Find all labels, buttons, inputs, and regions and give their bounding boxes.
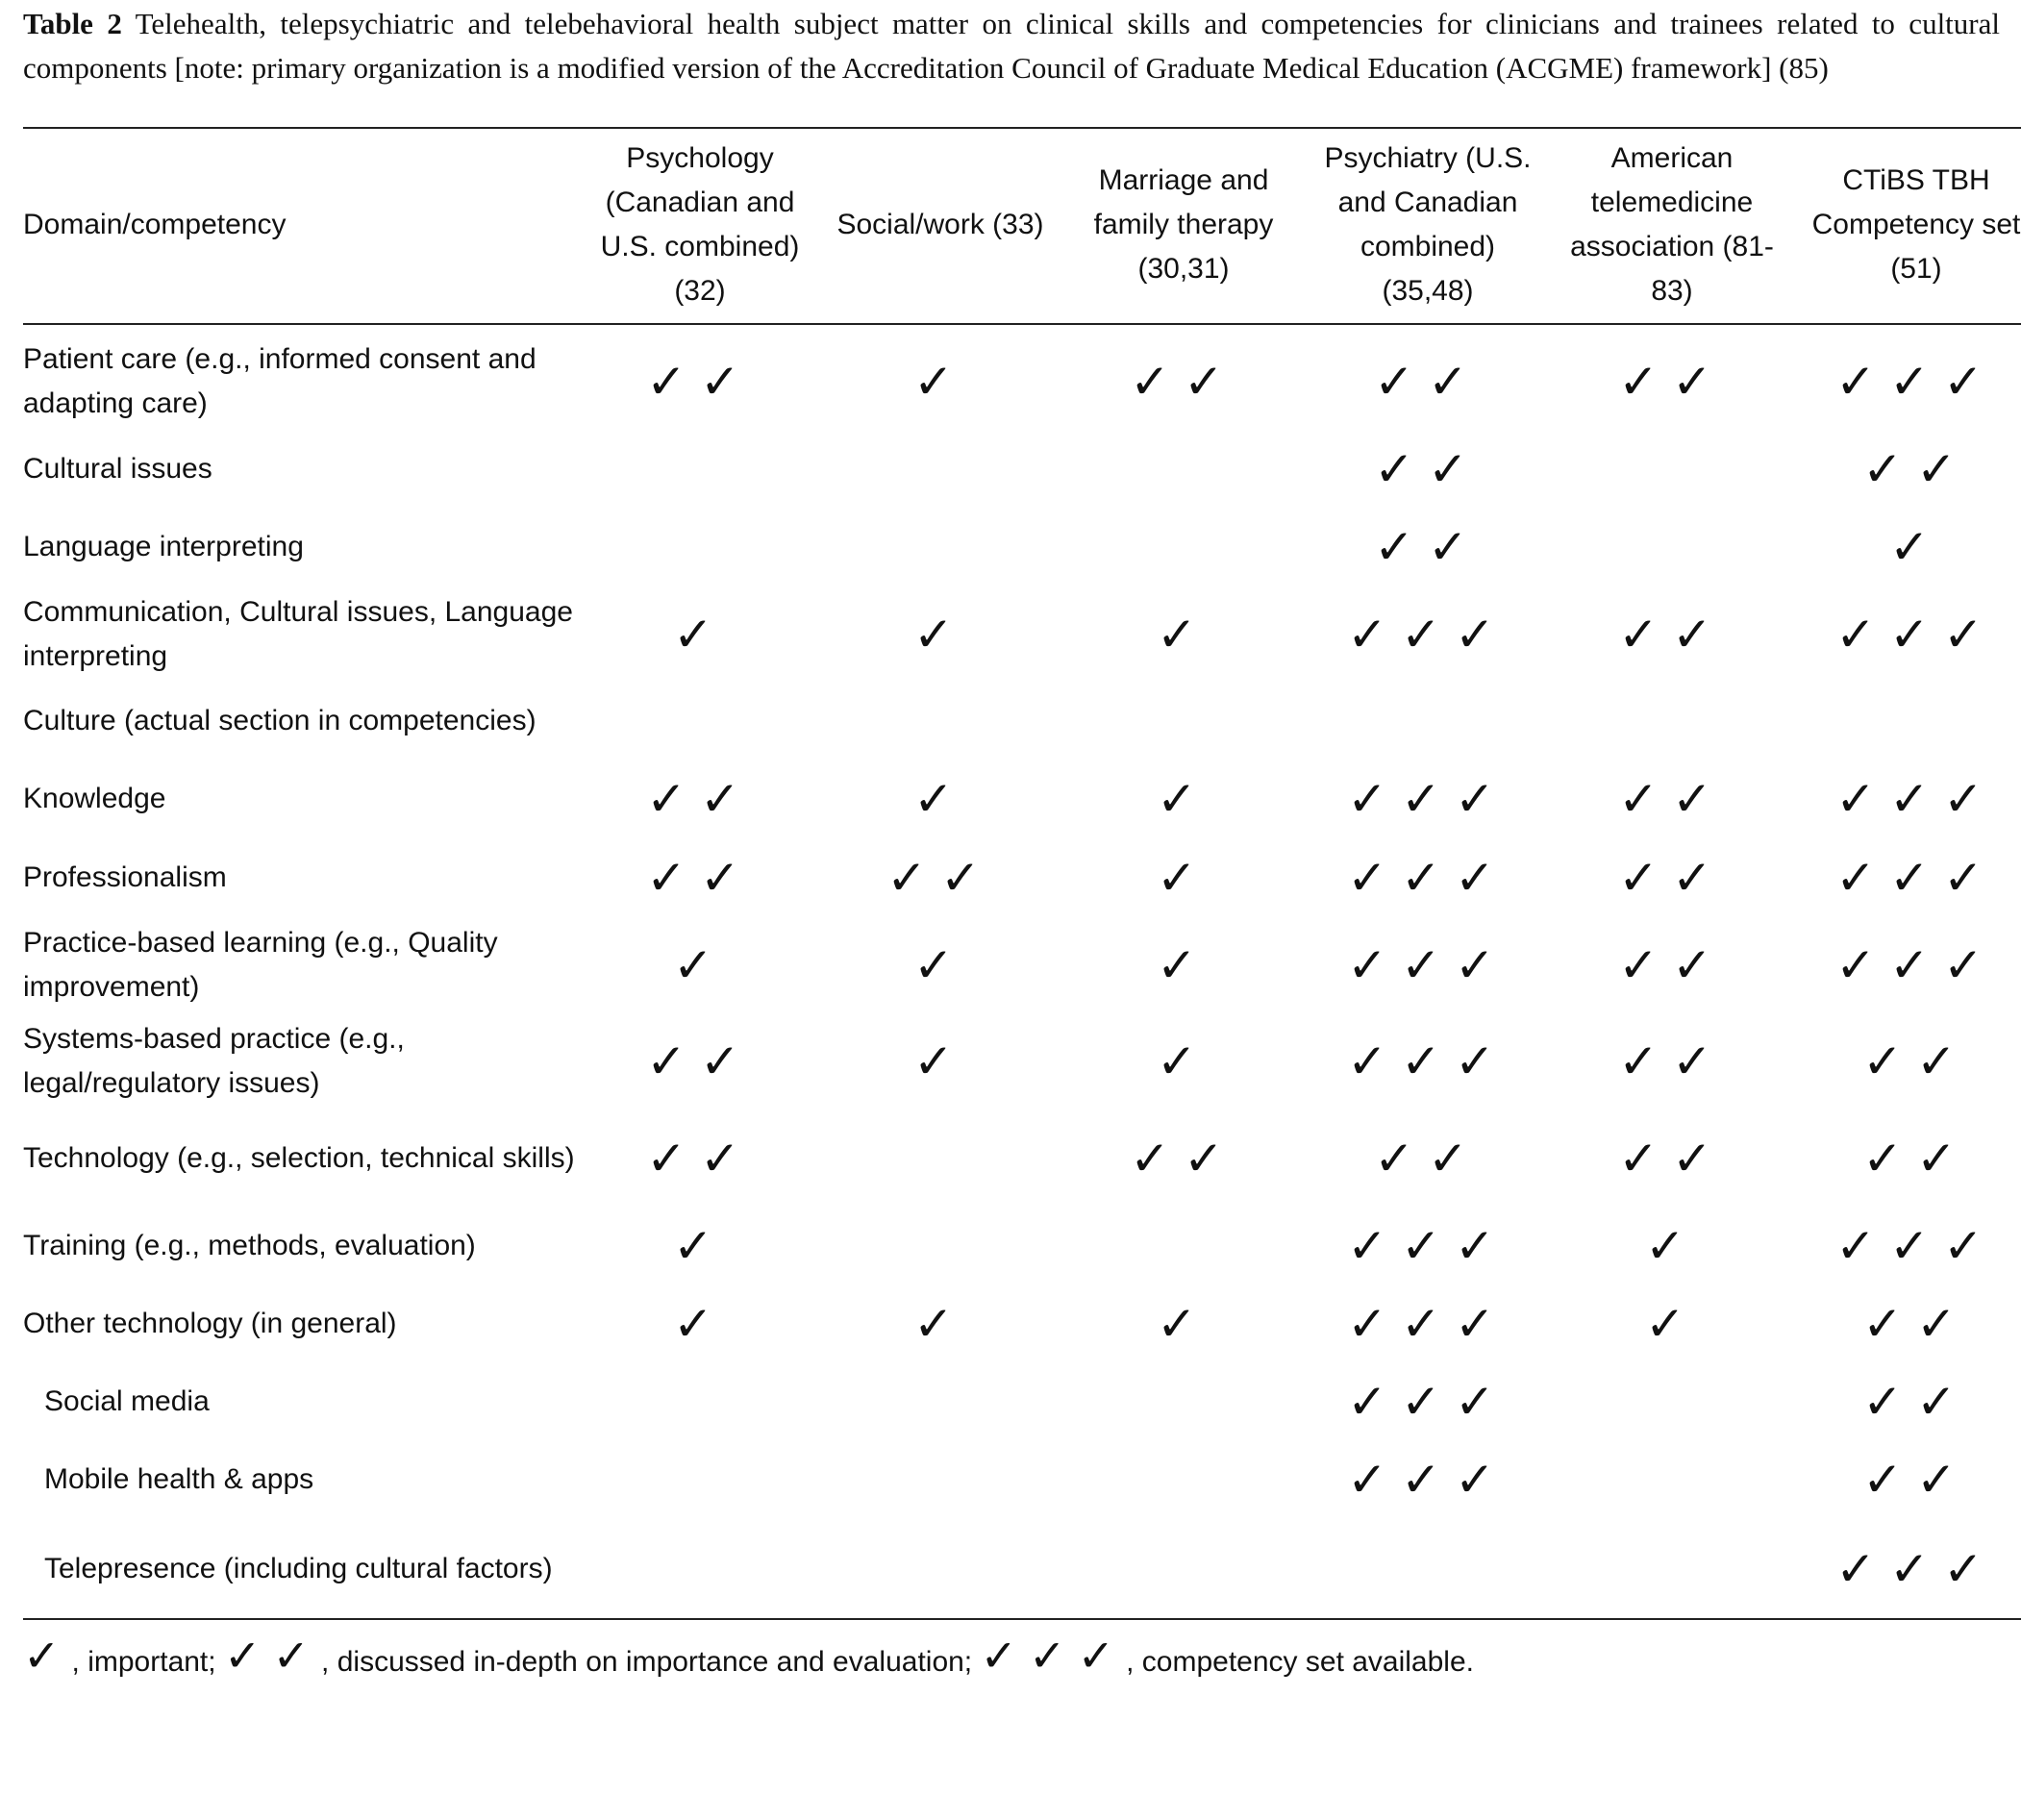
check-icon: ✓✓	[1618, 607, 1726, 662]
check-cell	[1794, 917, 2021, 1013]
check-icon: ✓✓	[1618, 771, 1726, 827]
column-header: American telemedicine association (81-83)	[1570, 142, 1774, 307]
check-cell	[1061, 683, 1306, 760]
check-cell	[1550, 431, 1794, 508]
check-cell	[581, 683, 819, 760]
check-cell	[1550, 1013, 1794, 1109]
check-cell	[819, 1519, 1061, 1619]
check-cell	[819, 333, 1061, 431]
check-icon: ✓	[913, 1034, 967, 1089]
check-cell	[581, 586, 819, 683]
check-icon: ✓	[1157, 850, 1210, 906]
check-icon: ✓	[913, 354, 967, 410]
check-cell	[1306, 838, 1550, 917]
check-cell	[1306, 1519, 1550, 1619]
check-icon: ✓✓	[886, 850, 994, 906]
check-cell	[1306, 917, 1550, 1013]
column-header: Psychiatry (U.S. and Canadian combined) (35,48)	[1324, 142, 1532, 307]
check-icon: ✓✓	[1618, 1034, 1726, 1089]
check-cell	[1306, 333, 1550, 431]
check-icon: ✓✓✓	[1835, 850, 1997, 906]
check-cell	[1306, 1208, 1550, 1284]
check-icon: ✓✓✓	[1835, 937, 1997, 993]
check-icon: ✓	[1889, 519, 1943, 575]
check-icon: ✓	[1157, 1034, 1210, 1089]
triple-check-icon: ✓✓✓	[980, 1630, 1127, 1682]
check-cell	[581, 1284, 819, 1363]
check-cell	[1061, 508, 1306, 586]
check-cell	[819, 838, 1061, 917]
check-icon: ✓✓	[1862, 1452, 1970, 1508]
check-cell	[1061, 1363, 1306, 1440]
column-header: Marriage and family therapy (30,31)	[1093, 164, 1274, 285]
column-header: Psychology (Canadian and U.S. combined) (32)	[600, 142, 800, 307]
check-cell	[819, 1013, 1061, 1109]
check-cell	[819, 431, 1061, 508]
check-cell	[819, 1284, 1061, 1363]
check-icon: ✓	[1157, 937, 1210, 993]
table-legend	[23, 1630, 2000, 1684]
check-cell	[1794, 1109, 2021, 1208]
check-cell	[1061, 1109, 1306, 1208]
check-cell	[1306, 586, 1550, 683]
check-icon: ✓✓✓	[1835, 1540, 1997, 1597]
check-cell	[1550, 917, 1794, 1013]
check-icon: ✓✓	[646, 771, 754, 827]
row-label: Telepresence (including cultural factors)	[44, 1552, 553, 1584]
check-cell	[819, 1109, 1061, 1208]
check-icon: ✓✓	[1618, 1131, 1726, 1186]
table-row	[23, 1363, 2021, 1440]
row-label: Communication, Cultural issues, Language interpreting	[23, 596, 573, 672]
check-cell	[1306, 431, 1550, 508]
table-row	[23, 586, 2021, 683]
check-icon: ✓✓✓	[1835, 1218, 1997, 1274]
check-icon: ✓	[1157, 607, 1210, 662]
check-icon: ✓✓	[646, 1034, 754, 1089]
check-cell	[1550, 1363, 1794, 1440]
row-label: Other technology (in general)	[23, 1308, 397, 1339]
row-label: Social media	[44, 1385, 210, 1417]
check-icon: ✓	[913, 937, 967, 993]
check-cell	[1794, 1013, 2021, 1109]
check-icon: ✓✓✓	[1835, 771, 1997, 827]
row-label: Professionalism	[23, 861, 227, 893]
check-cell	[581, 1519, 819, 1619]
check-icon: ✓	[1645, 1296, 1699, 1352]
legend-in-depth: , discussed in-depth on importance and evaluation;	[321, 1646, 981, 1678]
check-cell	[581, 508, 819, 586]
check-icon: ✓✓	[646, 850, 754, 906]
check-icon: ✓✓	[1618, 354, 1726, 410]
check-icon: ✓✓	[1862, 1034, 1970, 1089]
check-icon: ✓	[673, 1218, 727, 1274]
table-body	[23, 324, 2021, 1619]
table-row	[23, 917, 2021, 1013]
legend-important: , important;	[71, 1646, 224, 1678]
check-cell	[581, 431, 819, 508]
check-cell	[1550, 1284, 1794, 1363]
check-cell	[819, 1440, 1061, 1519]
row-label: Practice-based learning (e.g., Quality improvement)	[23, 927, 498, 1003]
table-row	[23, 1109, 2021, 1208]
check-icon: ✓	[23, 1630, 72, 1682]
check-cell	[1550, 1208, 1794, 1284]
check-icon: ✓✓✓	[1347, 850, 1509, 906]
column-header: CTiBS TBH Competency set (51)	[1811, 164, 2021, 285]
header-row	[23, 128, 2021, 324]
table-row	[23, 1013, 2021, 1109]
check-cell	[1550, 1519, 1794, 1619]
check-cell	[1794, 1519, 2021, 1619]
table-row	[23, 508, 2021, 586]
table-row	[23, 1284, 2021, 1363]
check-icon: ✓✓	[1862, 441, 1970, 497]
check-icon: ✓✓	[1862, 1131, 1970, 1186]
check-cell	[819, 586, 1061, 683]
check-cell	[1550, 333, 1794, 431]
caption-text: Telehealth, telepsychiatric and telebehavioral health subject matter on clinical skills and competencies for clinicians and trainees related to cultural components [note: primary organization is a modified version of the Accreditation Council of Graduate Medical Education (ACGME) framework] (85)	[23, 7, 2000, 85]
check-cell	[1306, 1363, 1550, 1440]
check-cell	[581, 1013, 819, 1109]
check-cell	[1061, 1208, 1306, 1284]
check-cell	[1550, 508, 1794, 586]
row-label: Systems-based practice (e.g., legal/regulatory issues)	[23, 1023, 405, 1099]
check-icon: ✓✓✓	[1347, 1034, 1509, 1089]
check-cell	[1061, 333, 1306, 431]
check-cell	[1794, 838, 2021, 917]
check-cell	[1061, 1440, 1306, 1519]
check-icon: ✓	[1157, 771, 1210, 827]
table-row	[23, 333, 2021, 431]
check-icon: ✓	[913, 607, 967, 662]
table-row	[23, 683, 2021, 760]
check-cell	[819, 1363, 1061, 1440]
check-cell	[819, 508, 1061, 586]
competency-table	[23, 127, 2021, 1620]
check-cell	[581, 1440, 819, 1519]
check-cell	[1306, 760, 1550, 838]
check-icon: ✓	[673, 937, 727, 993]
check-icon: ✓✓	[646, 1131, 754, 1186]
check-cell	[1794, 1284, 2021, 1363]
check-icon: ✓✓	[646, 354, 754, 410]
check-icon: ✓✓	[1130, 1131, 1237, 1186]
check-cell	[581, 838, 819, 917]
double-check-icon: ✓✓	[223, 1630, 322, 1682]
check-cell	[1061, 838, 1306, 917]
check-icon: ✓✓✓	[1347, 1296, 1509, 1352]
row-label: Language interpreting	[23, 531, 304, 562]
check-icon: ✓✓	[1618, 937, 1726, 993]
table-row	[23, 760, 2021, 838]
table-row	[23, 1208, 2021, 1284]
check-cell	[581, 1109, 819, 1208]
legend-competency-set: , competency set available.	[1126, 1646, 1474, 1678]
check-icon: ✓	[1645, 1218, 1699, 1274]
check-icon: ✓	[673, 607, 727, 662]
check-icon: ✓✓✓	[1347, 771, 1509, 827]
check-cell	[1794, 508, 2021, 586]
check-icon: ✓	[1157, 1296, 1210, 1352]
check-cell	[1794, 431, 2021, 508]
check-icon: ✓✓✓	[1347, 1452, 1509, 1508]
check-cell	[819, 760, 1061, 838]
check-cell	[1306, 1109, 1550, 1208]
check-icon: ✓✓	[1374, 519, 1482, 575]
table-row	[23, 1519, 2021, 1619]
check-cell	[1550, 838, 1794, 917]
check-cell	[1306, 1013, 1550, 1109]
check-cell	[1794, 760, 2021, 838]
row-label: Culture (actual section in competencies)	[23, 705, 536, 736]
column-header: Social/work (33)	[836, 209, 1044, 240]
check-cell	[1061, 431, 1306, 508]
check-cell	[819, 683, 1061, 760]
check-icon: ✓	[913, 771, 967, 827]
check-icon: ✓✓	[1130, 354, 1237, 410]
check-cell	[1794, 333, 2021, 431]
check-cell	[1550, 1109, 1794, 1208]
check-cell	[1061, 1519, 1306, 1619]
row-label: Technology (e.g., selection, technical skills)	[23, 1142, 575, 1174]
check-icon: ✓✓✓	[1347, 607, 1509, 662]
check-icon: ✓✓✓	[1347, 1374, 1509, 1430]
check-cell	[1306, 683, 1550, 760]
check-cell	[1061, 1013, 1306, 1109]
check-cell	[1061, 917, 1306, 1013]
check-cell	[1550, 760, 1794, 838]
table-figure	[23, 0, 2021, 1684]
check-cell	[1306, 508, 1550, 586]
check-icon: ✓✓✓	[1347, 937, 1509, 993]
check-icon: ✓✓	[1374, 354, 1482, 410]
table-row	[23, 1440, 2021, 1519]
check-icon: ✓	[913, 1296, 967, 1352]
check-icon: ✓✓	[1862, 1296, 1970, 1352]
table-label: Table 2	[23, 7, 122, 40]
column-header: Domain/competency	[23, 209, 287, 240]
check-cell	[581, 333, 819, 431]
row-label: Knowledge	[23, 783, 166, 814]
check-cell	[1061, 760, 1306, 838]
check-icon: ✓✓	[1374, 1131, 1482, 1186]
row-label: Training (e.g., methods, evaluation)	[23, 1230, 476, 1261]
check-cell	[1794, 586, 2021, 683]
check-icon: ✓✓✓	[1835, 607, 1997, 662]
row-label: Patient care (e.g., informed consent and adapting care)	[23, 343, 536, 419]
table-row	[23, 838, 2021, 917]
table-row	[23, 431, 2021, 508]
check-cell	[1794, 1208, 2021, 1284]
row-label: Cultural issues	[23, 453, 212, 485]
check-cell	[1794, 1440, 2021, 1519]
check-cell	[581, 1208, 819, 1284]
check-cell	[1794, 1363, 2021, 1440]
check-cell	[1061, 1284, 1306, 1363]
check-cell	[581, 917, 819, 1013]
table-caption	[23, 0, 2000, 127]
check-icon: ✓✓✓	[1835, 354, 1997, 410]
check-cell	[1061, 586, 1306, 683]
check-cell	[819, 1208, 1061, 1284]
check-icon: ✓✓	[1374, 441, 1482, 497]
check-cell	[1550, 683, 1794, 760]
check-cell	[581, 760, 819, 838]
check-cell	[581, 1363, 819, 1440]
check-cell	[1550, 586, 1794, 683]
row-label: Mobile health & apps	[44, 1463, 314, 1495]
check-cell	[1306, 1284, 1550, 1363]
check-cell	[819, 917, 1061, 1013]
check-icon: ✓✓✓	[1347, 1218, 1509, 1274]
check-icon: ✓✓	[1862, 1374, 1970, 1430]
check-cell	[1550, 1440, 1794, 1519]
check-icon: ✓✓	[1618, 850, 1726, 906]
check-cell	[1306, 1440, 1550, 1519]
check-icon: ✓	[673, 1296, 727, 1352]
check-cell	[1794, 683, 2021, 760]
